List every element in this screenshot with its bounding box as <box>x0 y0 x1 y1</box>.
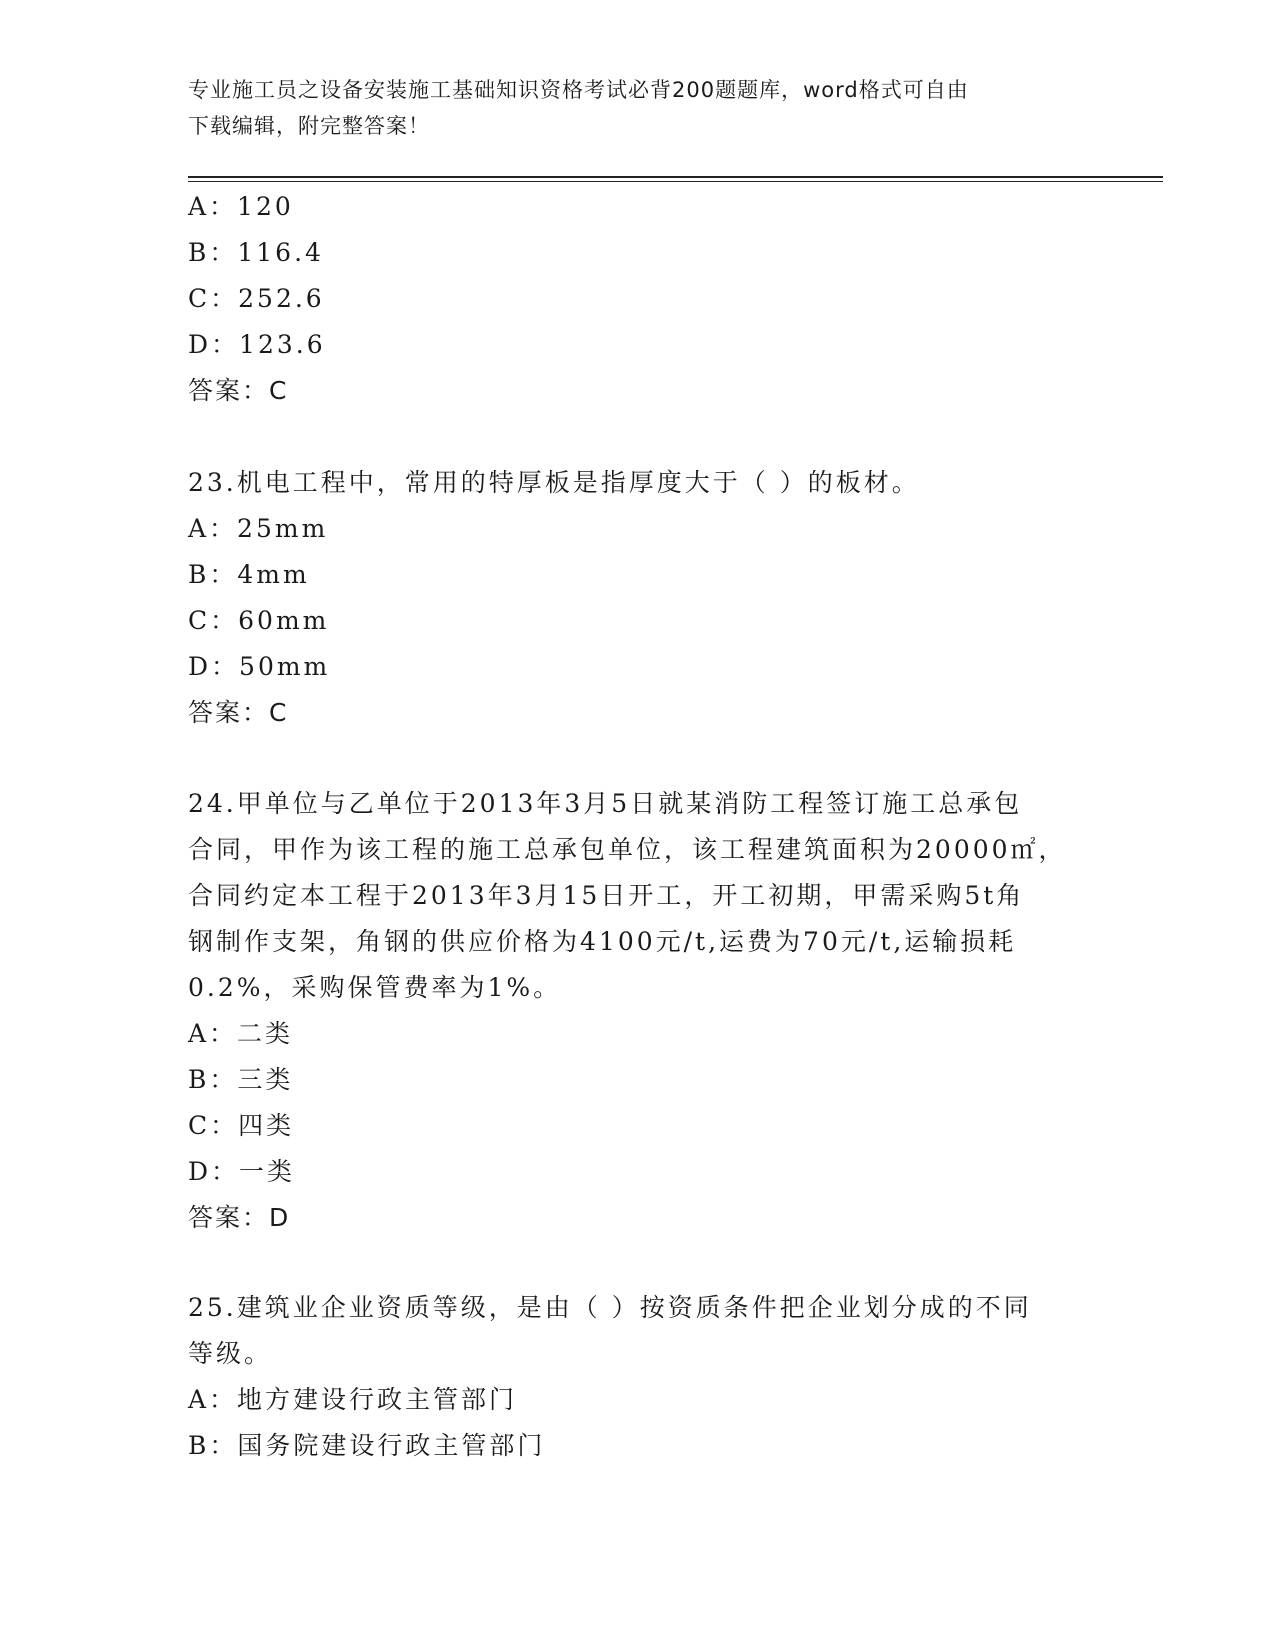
option-b: B：116.4 <box>188 238 324 267</box>
question-22-block <box>188 184 1088 414</box>
answer-line: 答案：C <box>188 376 289 405</box>
option-a: A：二类 <box>188 1019 294 1048</box>
option-b: B：4mm <box>188 560 310 589</box>
question-text: 23.机电工程中，常用的特厚板是指厚度大于（ ）的板材。 <box>188 468 920 497</box>
option-c: C：60mm <box>188 606 330 635</box>
option-a: A：地方建设行政主管部门 <box>188 1385 518 1414</box>
question-25-block <box>188 1285 1088 1469</box>
option-a: A：120 <box>188 192 294 221</box>
header-line-2: 下载编辑，附完整答案！ <box>188 114 430 138</box>
header-divider-thick <box>188 176 1163 178</box>
document-header <box>188 72 1088 144</box>
question-text-line-2: 合同，甲作为该工程的施工总承包单位，该工程建筑面积为20000㎡， <box>188 835 1067 864</box>
option-c: C：252.6 <box>188 284 325 313</box>
option-b: B：三类 <box>188 1065 294 1094</box>
option-d: D：123.6 <box>188 330 326 359</box>
option-b: B：国务院建设行政主管部门 <box>188 1431 546 1460</box>
question-text-line-5: 0.2%，采购保管费率为1%。 <box>188 973 562 1002</box>
answer-line: 答案：C <box>188 698 289 727</box>
question-24-block <box>188 781 1088 1241</box>
question-text-line-2: 等级。 <box>188 1339 273 1368</box>
question-text-line-4: 钢制作支架，角钢的供应价格为4100元/t,运费为70元/t,运输损耗 <box>188 927 1017 956</box>
question-23-block <box>188 460 1088 736</box>
option-d: D：50mm <box>188 652 331 681</box>
question-text-line-1: 24.甲单位与乙单位于2013年3月5日就某消防工程签订施工总承包 <box>188 789 1023 818</box>
answer-line: 答案：D <box>188 1203 291 1232</box>
option-a: A：25mm <box>188 514 329 543</box>
option-d: D：一类 <box>188 1157 296 1186</box>
question-text-line-1: 25.建筑业企业资质等级，是由（ ）按资质条件把企业划分成的不同 <box>188 1293 1032 1322</box>
option-c: C：四类 <box>188 1111 295 1140</box>
header-divider-thin <box>188 181 1163 182</box>
question-text-line-3: 合同约定本工程于2013年3月15日开工，开工初期，甲需采购5t角 <box>188 881 1025 910</box>
header-line-1: 专业施工员之设备安装施工基础知识资格考试必背200题题库，word格式可自由 <box>188 78 969 102</box>
